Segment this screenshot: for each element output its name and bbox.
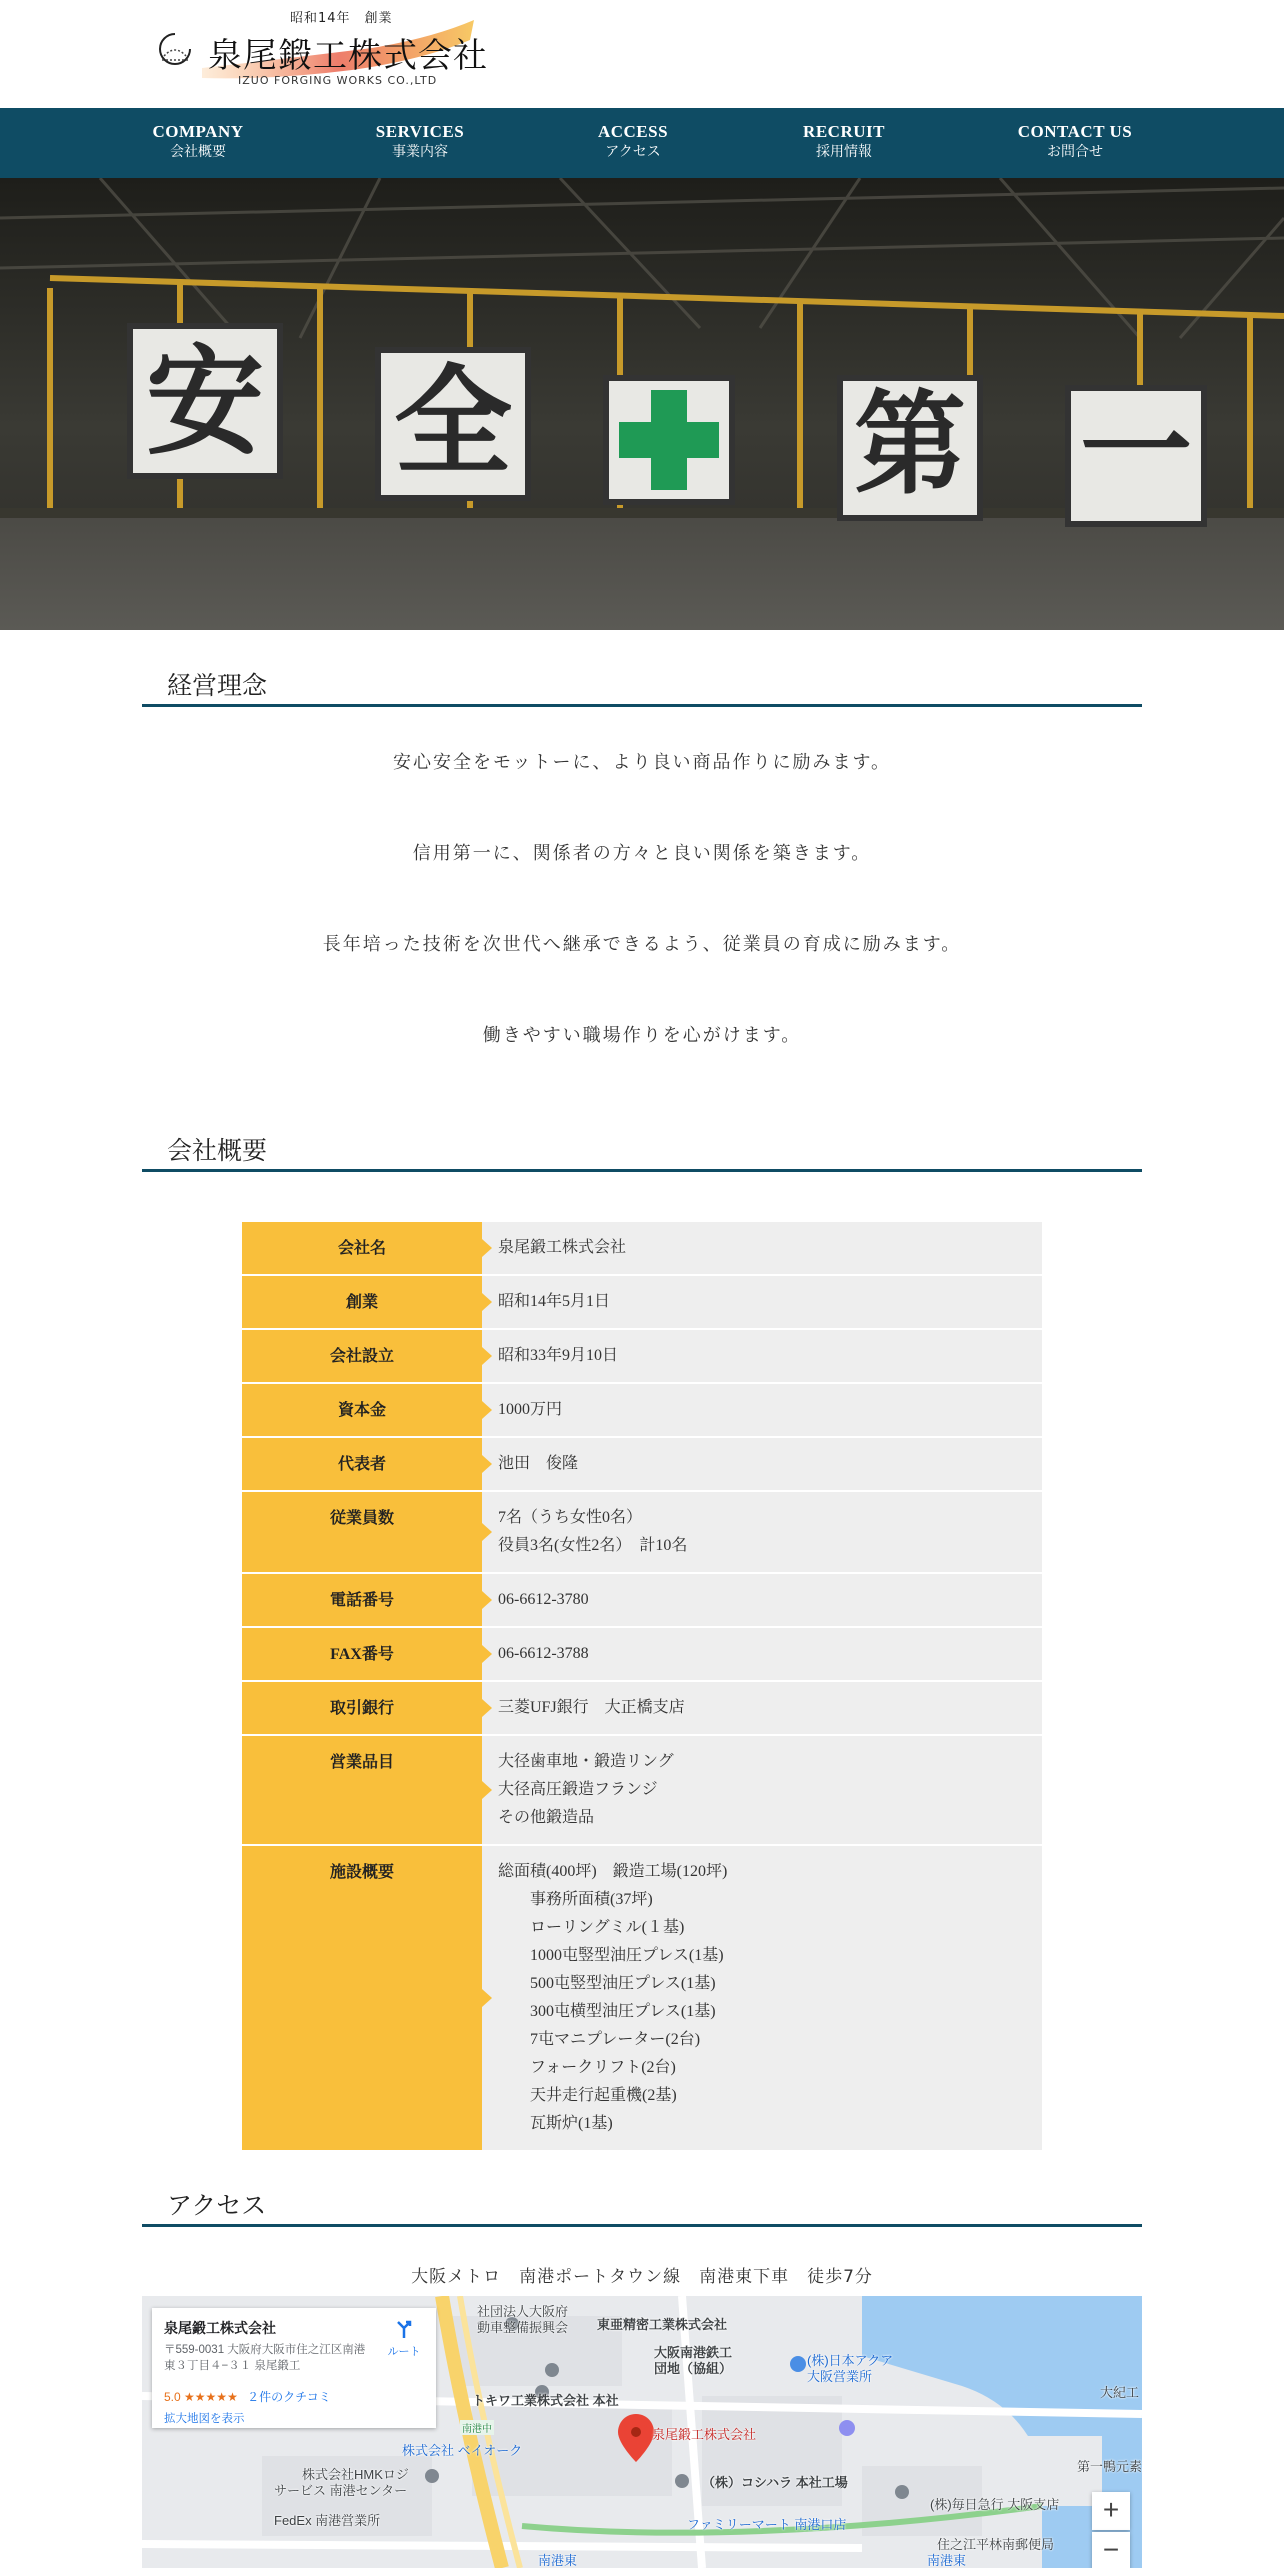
google-map[interactable] [142, 2296, 1142, 2568]
overview-value-line: その他鍛造品 [498, 1809, 595, 1826]
overview-value-line: 役員3名(女性2名） 計10名 [498, 1537, 688, 1554]
overview-row-value [482, 1682, 1042, 1734]
overview-value-line: 06-6612-3780 [498, 1591, 589, 1608]
philosophy-line-4: 働きやすい職場作りを心がけます。 [482, 1025, 802, 1046]
overview-value-line: 大径歯車地・鍛造リング [498, 1753, 674, 1770]
overview-row [242, 1492, 1042, 1572]
overview-row-label: FAX番号 [242, 1628, 482, 1680]
section-title-philosophy [142, 660, 1142, 707]
reviews-link[interactable]: ２件のクチコミ [247, 2390, 331, 2404]
section-title-text: アクセス [167, 2191, 267, 2220]
overview-row [242, 1222, 1042, 1274]
section-title-access [142, 2180, 1142, 2227]
map-label: 南港東 [927, 2553, 967, 2568]
map-label: トキワ工業株式会社 本社 [472, 2393, 619, 2408]
overview-row [242, 1276, 1042, 1328]
rating-stars: ★★★★★ [184, 2390, 238, 2404]
section-title-text: 経営理念 [167, 671, 268, 700]
company-name: 泉尾鍛工株式会社 [208, 36, 488, 76]
sign-char-1: 安 [145, 333, 265, 471]
site-header [0, 0, 1284, 108]
overview-value-line: 大径高圧鍛造フランジ [498, 1781, 658, 1798]
map-label: 動車整備振興会 [477, 2320, 569, 2335]
overview-value-line: 三菱UFJ銀行 大正橋支店 [498, 1699, 685, 1716]
place-address: 〒559-0031 大阪府大阪市住之江区南港東３丁目４−３１ 泉尾鍛工 [164, 2344, 366, 2372]
overview-row-value [482, 1736, 1042, 1844]
overview-value-line: 1000万円 [498, 1401, 563, 1418]
overview-value-line: 7名（うち女性0名） [498, 1509, 643, 1526]
overview-row-value [482, 1846, 1042, 2150]
map-label: (株)日本アクア [807, 2353, 894, 2368]
nav-label-ja: 事業内容 [392, 144, 448, 160]
overview-value-line: 7屯マニプレーター(2台) [530, 2031, 701, 2048]
section-title-text: 会社概要 [167, 1136, 268, 1165]
overview-value-line: 事務所面積(37坪) [530, 1891, 653, 1908]
map-label: 住之江平林南郵便局 [937, 2537, 1055, 2552]
overview-value-line: フォークリフト(2台) [530, 2059, 676, 2076]
map-label: 団地（協組） [654, 2361, 733, 2376]
map-label: サービス 南港センター [274, 2483, 408, 2498]
overview-row-label: 会社設立 [242, 1330, 482, 1382]
nav-contact[interactable] [985, 122, 1165, 162]
directions-label: ルート [387, 2346, 421, 2358]
overview-row-label: 電話番号 [242, 1574, 482, 1626]
philosophy-line-2: 信用第一に、関係者の方々と良い関係を築きます。 [412, 843, 872, 864]
nav-label-en: COMPANY [152, 122, 244, 141]
access-directions: 大阪メトロ 南港ポートタウン線 南港東下車 徒歩7分 [411, 2267, 873, 2287]
company-name-en: IZUO FORGING WORKS CO.,LTD [238, 74, 438, 87]
map-label: 株式会社HMKロジ [302, 2467, 409, 2482]
overview-row [242, 1330, 1042, 1382]
overview-value-line: 昭和33年9月10日 [498, 1347, 619, 1364]
nav-recruit[interactable] [754, 122, 934, 162]
overview-value-line: 1000屯竪型油圧プレス(1基) [530, 1947, 724, 1964]
company-logo[interactable] [152, 4, 488, 96]
nav-access[interactable] [543, 122, 723, 162]
overview-row-value [482, 1222, 1042, 1274]
overview-row-value [482, 1276, 1042, 1328]
overview-row-label: 代表者 [242, 1438, 482, 1490]
nav-label-en: ACCESS [597, 122, 669, 141]
safety-first-photo [0, 178, 1284, 630]
overview-value-line: 池田 俊隆 [498, 1455, 579, 1472]
overview-row [242, 1682, 1042, 1734]
main-nav [0, 108, 1284, 178]
map-label: （株）コシハラ 本社工場 [702, 2475, 848, 2490]
place-rating [164, 2388, 331, 2405]
overview-row [242, 1438, 1042, 1490]
view-larger-map-link[interactable]: 拡大地図を表示 [164, 2413, 245, 2425]
map-label: 大紀工 [1100, 2385, 1140, 2400]
overview-row-value [482, 1628, 1042, 1680]
company-overview-table [242, 1222, 1042, 2152]
philosophy-line-3: 長年培った技術を次世代へ継承できるよう、従業員の育成に励みます。 [322, 934, 962, 955]
section-title-overview [142, 1125, 1142, 1172]
overview-row-value [482, 1574, 1042, 1626]
overview-row-label: 営業品目 [242, 1736, 482, 1844]
map-label: 大阪営業所 [807, 2369, 873, 2384]
nav-label-en: SERVICES [375, 122, 465, 141]
zoom-out-button[interactable]: − [1092, 2532, 1130, 2568]
overview-row [242, 1384, 1042, 1436]
nav-label-en: CONTACT US [1017, 122, 1133, 141]
overview-row-value [482, 1330, 1042, 1382]
overview-row [242, 1736, 1042, 1844]
overview-value-line: 06-6612-3788 [498, 1645, 589, 1662]
nav-label-ja: アクセス [605, 144, 661, 160]
overview-value-line: 総面積(400坪) 鍛造工場(120坪) [498, 1863, 728, 1880]
logo-mark-icon [156, 30, 194, 68]
place-name: 泉尾鍛工株式会社 [164, 2320, 276, 2336]
map-place-card [152, 2308, 436, 2428]
founded-text: 昭和14年 創業 [290, 11, 393, 26]
sign-char-4: 一 [1080, 387, 1192, 517]
hero-image [0, 178, 1284, 630]
map-label: 社団法人大阪府 [477, 2304, 569, 2319]
overview-row-label: 施設概要 [242, 1846, 482, 2150]
sign-char-3: 第 [854, 380, 966, 510]
map-label: ファミリーマート 南港口店 [687, 2517, 847, 2532]
map-label: (株)毎日急行 大阪支店 [930, 2497, 1060, 2512]
overview-row-value [482, 1384, 1042, 1436]
overview-row [242, 1846, 1042, 2150]
overview-row [242, 1628, 1042, 1680]
overview-value-line: 昭和14年5月1日 [498, 1293, 611, 1310]
map-label: 南港東 [538, 2553, 578, 2568]
overview-row-label: 取引銀行 [242, 1682, 482, 1734]
zoom-in-button[interactable]: + [1092, 2492, 1130, 2530]
map-label: 株式会社 ベイオーク [402, 2443, 523, 2458]
map-label: 第一鴨元素 [1077, 2459, 1142, 2474]
nav-label-ja: 採用情報 [816, 144, 872, 160]
directions-button[interactable] [384, 2318, 424, 2359]
overview-value-line: ローリングミル(１基) [530, 1919, 685, 1936]
map-label: 大阪南港鉄工 [654, 2345, 733, 2360]
map-label-target: 泉尾鍛工株式会社 [652, 2427, 757, 2442]
overview-value-line: 泉尾鍛工株式会社 [498, 1239, 627, 1256]
nav-company[interactable] [108, 122, 288, 162]
sign-char-2: 全 [393, 353, 513, 491]
overview-row-label: 創業 [242, 1276, 482, 1328]
overview-row-value [482, 1438, 1042, 1490]
overview-row-label: 資本金 [242, 1384, 482, 1436]
overview-row-label: 従業員数 [242, 1492, 482, 1572]
map-label: 南港中 [460, 2420, 494, 2435]
philosophy-line-1: 安心安全をモットーに、より良い商品作りに励みます。 [392, 752, 892, 773]
overview-value-line: 500屯竪型油圧プレス(1基) [530, 1975, 716, 1992]
overview-row-value [482, 1492, 1042, 1572]
nav-services[interactable] [330, 122, 510, 162]
nav-label-en: RECRUIT [803, 122, 885, 141]
nav-label-ja: お問合せ [1047, 144, 1103, 160]
rating-value: 5.0 [164, 2390, 181, 2404]
directions-icon [393, 2318, 415, 2340]
overview-value-line: 天井走行起重機(2基) [530, 2087, 677, 2104]
overview-row-label: 会社名 [242, 1222, 482, 1274]
map-label: FedEx 南港営業所 [274, 2513, 381, 2528]
overview-row [242, 1574, 1042, 1626]
overview-value-line: 300屯横型油圧プレス(1基) [530, 2003, 716, 2020]
nav-label-ja: 会社概要 [170, 144, 226, 160]
overview-value-line: 瓦斯炉(1基) [530, 2115, 613, 2132]
map-label: 東亜精密工業株式会社 [597, 2317, 728, 2332]
